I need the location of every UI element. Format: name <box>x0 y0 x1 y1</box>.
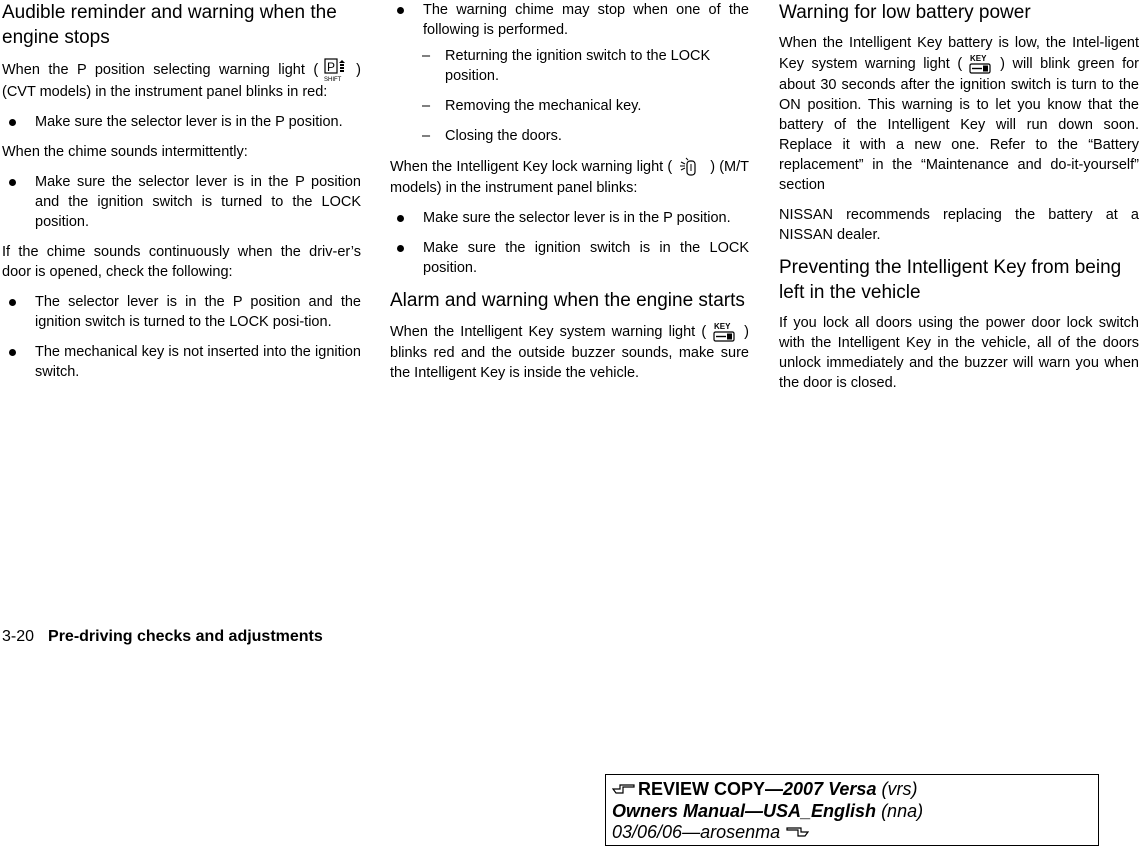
page-footer <box>2 628 323 646</box>
list-item: The mechanical key is not inserted into the ignition switch. <box>2 342 361 382</box>
bullet-dot <box>9 179 16 186</box>
review-line-1: REVIEW COPY—2007 Versa (vrs) <box>612 779 1092 801</box>
section-title: Pre-driving checks and adjustments <box>48 628 323 645</box>
heading-prevent-key-left: Preventing the Intelligent Key from being left in the vehicle <box>779 257 1122 303</box>
list-item: Make sure the selector lever is in the P position. <box>2 112 361 132</box>
list-item: The selector lever is in the P position and the ignition switch is turned to the LOCK posi-tion. <box>2 292 361 332</box>
bullet-list-1 <box>2 112 361 132</box>
chime-paragraph: When the chime sounds intermittently: <box>2 144 248 160</box>
key-lock-warning-icon <box>676 156 706 178</box>
heading-low-battery: Warning for low battery power <box>779 2 1031 23</box>
bullet-list-3 <box>2 292 361 382</box>
bullet-dot <box>397 7 404 14</box>
bullet-dot <box>9 349 16 356</box>
key-warning-icon <box>710 321 740 343</box>
battery-paragraph: When the Intelligent Key battery is low, the Intel-ligent Key system warning light ( KEY ) will blink green for about 30 seconds after the ignition switch is turn to the ON position. This warning is to let you know that the battery of the Intelligent Key will run down soon. Replace it with a new one. Refer to the “Battery replacement” in the “Maintenance and do-it-yourself” section <box>779 35 1139 193</box>
bullet-dot <box>9 299 16 306</box>
pointing-hand-icon <box>612 780 638 801</box>
list-item: – Removing the mechanical key. <box>422 98 642 114</box>
heading-alarm-engine-starts: Alarm and warning when the engine starts <box>390 290 745 311</box>
dash-list <box>390 46 749 146</box>
bullet-list-stop <box>390 0 749 40</box>
prevent-paragraph: If you lock all doors using the power door lock switch with the Intelligent Key in the vehicle, all of the doors unlock immediately and the buzzer will warn you when the door is closed. <box>779 315 1139 391</box>
bullet-list-lock <box>390 208 749 278</box>
intro-paragraph: When the P position selecting warning light ( P SHIFT ) (CVT models) in the instrument panel blinks in red: <box>2 60 361 100</box>
continuous-paragraph: If the chime sounds continuously when the driv-er’s door is opened, check the following: <box>2 244 361 280</box>
list-item: – Returning the ignition switch to the LOCK position. <box>422 48 711 84</box>
bullet-list-2 <box>2 172 361 232</box>
review-copy-box <box>605 774 1099 846</box>
svg-text:P: P <box>327 60 336 74</box>
shift-p-warning-icon <box>322 58 352 82</box>
bullet-dot <box>397 245 404 252</box>
list-item: Make sure the selector lever is in the P position. <box>390 208 749 228</box>
heading-audible-reminder: Audible reminder and warning when the engine stops <box>2 2 337 48</box>
key-warning-icon <box>966 53 996 75</box>
alarm-paragraph: When the Intelligent Key system warning light ( KEY ) blinks red and the outside buzzer sounds, make sure the Intelligent Key is inside the vehicle. <box>390 322 749 381</box>
svg-text:KEY: KEY <box>714 322 731 331</box>
lock-warning-paragraph: When the Intelligent Key lock warning light ( ) (M/T models) in the instrument panel blinks: <box>390 156 749 198</box>
page-number: 3-20 <box>2 628 35 645</box>
pointing-hand-back-icon <box>785 823 811 844</box>
bullet-dot <box>9 119 16 126</box>
review-line-2: Owners Manual—USA_English (nna) <box>612 800 924 821</box>
column-middle <box>390 0 749 393</box>
list-item: The warning chime may stop when one of the following is performed. <box>390 0 749 40</box>
list-item: – Closing the doors. <box>422 128 562 144</box>
svg-text:SHIFT: SHIFT <box>324 77 342 82</box>
column-right <box>779 0 1139 403</box>
svg-text:KEY: KEY <box>970 54 987 63</box>
list-item: Make sure the selector lever is in the P position and the ignition switch is turned to the LOCK position. <box>2 172 361 232</box>
column-left <box>2 0 361 392</box>
bullet-dot <box>397 215 404 222</box>
nissan-paragraph: NISSAN recommends replacing the battery at a NISSAN dealer. <box>779 207 1139 243</box>
review-line-3: 03/06/06—arosenma <box>612 822 1092 844</box>
list-item: Make sure the ignition switch is in the LOCK position. <box>390 238 749 278</box>
